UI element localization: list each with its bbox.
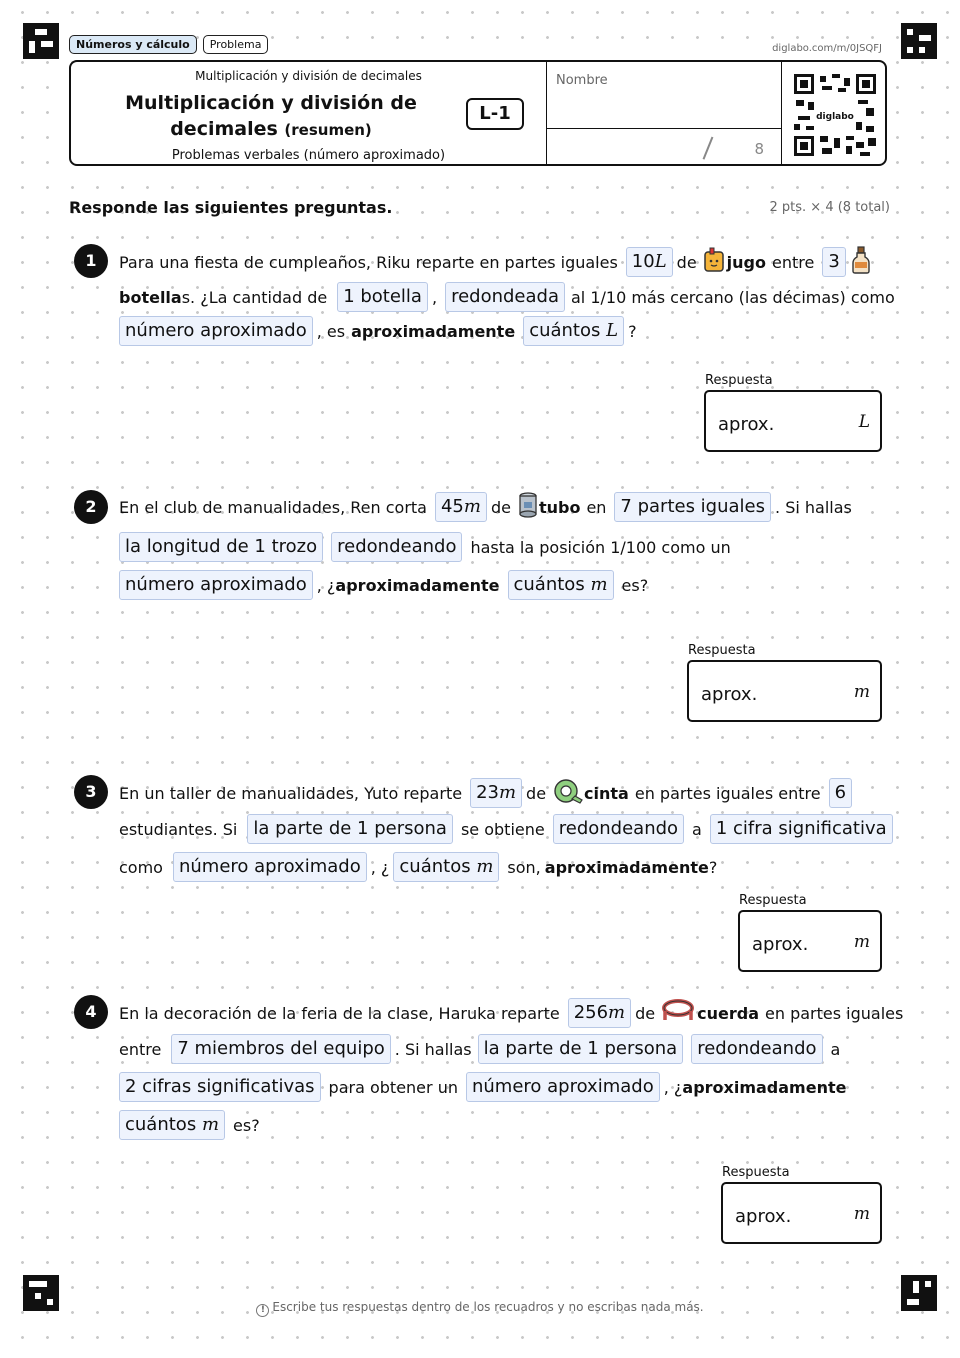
score-slash [703, 137, 713, 160]
answer-label-3: Respuesta [739, 893, 807, 908]
name-score-area [546, 62, 782, 164]
qr-area [781, 62, 886, 164]
corner-marker-top-left [23, 23, 59, 59]
q4-part-box: la parte de 1 persona [478, 1034, 684, 1064]
q1-rounded-box: redondeada [445, 282, 565, 312]
answer-box-1[interactable]: aprox. L [704, 390, 882, 452]
q3-how-many-box: cuántos m [393, 852, 499, 882]
q4-sigfig-box: 2 cifras significativas [119, 1072, 321, 1102]
tag-problema: Problema [203, 35, 269, 54]
title-line1: Multiplicación y división de [125, 92, 417, 114]
q3-line2: estudiantes. Si la parte de 1 persona se obtiene redondeando a 1 cifra significativa [119, 814, 897, 844]
question-number-4: 4 [74, 995, 108, 1029]
q1-approx-number-box: número aproximado [119, 316, 313, 346]
question-number-1: 1 [74, 244, 108, 278]
q2-amount-box: 45m [435, 492, 487, 522]
header-subtitle: Problemas verbales (número aproximado) [171, 148, 446, 163]
q4-line4: cuántos m es? [119, 1110, 260, 1140]
q4-line3: 2 cifras significativas para obtener un número aproximado , ¿ aproximadamente [119, 1072, 846, 1102]
points-info: 2 pts. × 4 (8 total) [769, 200, 890, 215]
q4-how-many-box: cuántos m [119, 1110, 225, 1140]
title-suffix: (resumen) [284, 121, 372, 139]
name-label: Nombre [556, 73, 608, 88]
q2-rounding-box: redondeando [331, 532, 462, 562]
question-number-3: 3 [74, 775, 108, 809]
answer-label-2: Respuesta [688, 643, 756, 658]
answer-label-1: Respuesta [705, 373, 773, 388]
q3-part-box: la parte de 1 persona [247, 814, 453, 844]
q1-one-bottle-box: 1 botella [337, 282, 428, 312]
q4-line1: En la decoración de la feria de la clase, Haruka reparte 256m de cuerda en partes iguales [119, 998, 903, 1028]
question-number-2: 2 [74, 490, 108, 524]
q2-parts-box: 7 partes iguales [614, 492, 771, 522]
header-divider [547, 128, 782, 129]
tag-numeros: Números y cálculo [69, 35, 197, 54]
q1-line3: número aproximado , es aproximadamente cuántos L ? [119, 316, 637, 346]
worksheet-code: L-1 [466, 98, 524, 130]
header-title-area [71, 62, 546, 164]
q4-members-box: 7 miembros del equipo [171, 1034, 390, 1064]
q1-bottles-box: 3 [822, 247, 845, 277]
q1-amount-box: 10L [626, 247, 673, 277]
answer-label-4: Respuesta [722, 1165, 790, 1180]
score-total: 8 [754, 140, 764, 158]
q3-rounding-box: redondeando [553, 814, 684, 844]
q2-approx-number-box: número aproximado [119, 570, 313, 600]
q3-line1: En un taller de manualidades, Yuto reparte 23m de cinta en partes iguales entre 6 [119, 778, 856, 808]
q1-line2: botella s. ¿La cantidad de 1 botella , redondeada al 1/10 más cercano (las décimas) como [119, 282, 895, 312]
q3-approx-number-box: número aproximado [173, 852, 367, 882]
q3-students-box: 6 [829, 778, 852, 808]
q2-line1: En el club de manualidades, Ren corta 45m de tubo en 7 partes iguales . Si hallas [119, 492, 852, 522]
q3-sigfig-box: 1 cifra significativa [710, 814, 893, 844]
tube-icon [518, 492, 538, 522]
category-tags [69, 35, 268, 54]
worksheet-header [69, 60, 887, 166]
qr-label: diglabo [816, 112, 854, 122]
answer-box-4[interactable]: aprox. m [721, 1182, 882, 1244]
q3-amount-box: 23m [470, 778, 522, 808]
q4-rounding-box: redondeando [691, 1034, 822, 1064]
q4-approx-number-box: número aproximado [466, 1072, 660, 1102]
info-icon: ! [256, 1304, 269, 1317]
ribbon-icon [553, 778, 583, 808]
q2-line2: la longitud de 1 trozo redondeando hasta la posición 1/100 como un [119, 532, 731, 562]
worksheet-url: diglabo.com/m/0JSQFJ [772, 43, 882, 54]
q1-line1: Para una fiesta de cumpleaños, Riku reparte en partes iguales 10L de jugo entre 3 [119, 246, 872, 278]
juice-icon [702, 247, 726, 277]
footer-note: ! Escribe tus respuestas dentro de los recuadros y no escribas nada más. [0, 1300, 960, 1317]
title-line2: decimales (resumen) [170, 118, 372, 140]
answer-box-2[interactable]: aprox. m [687, 660, 882, 722]
q2-how-many-box: cuántos m [508, 570, 614, 600]
bottle-icon [851, 246, 871, 278]
q1-how-many-box: cuántos L [523, 316, 624, 346]
q4-line2: entre 7 miembros del equipo . Si hallas la parte de 1 persona redondeando a [119, 1034, 840, 1064]
answer-box-3[interactable]: aprox. m [738, 910, 882, 972]
q3-line3: como número aproximado , ¿ cuántos m son, aproximadamente ? [119, 852, 717, 882]
header-supertitle: Multiplicación y división de decimales [195, 69, 422, 83]
q2-length-box: la longitud de 1 trozo [119, 532, 323, 562]
q4-amount-box: 256m [568, 998, 631, 1028]
instructions: Responde las siguientes preguntas. [69, 198, 393, 217]
rope-icon [662, 999, 696, 1027]
page-title [121, 90, 421, 143]
q2-line3: número aproximado , ¿ aproximadamente cuántos m es? [119, 570, 648, 600]
corner-marker-top-right [901, 23, 937, 59]
